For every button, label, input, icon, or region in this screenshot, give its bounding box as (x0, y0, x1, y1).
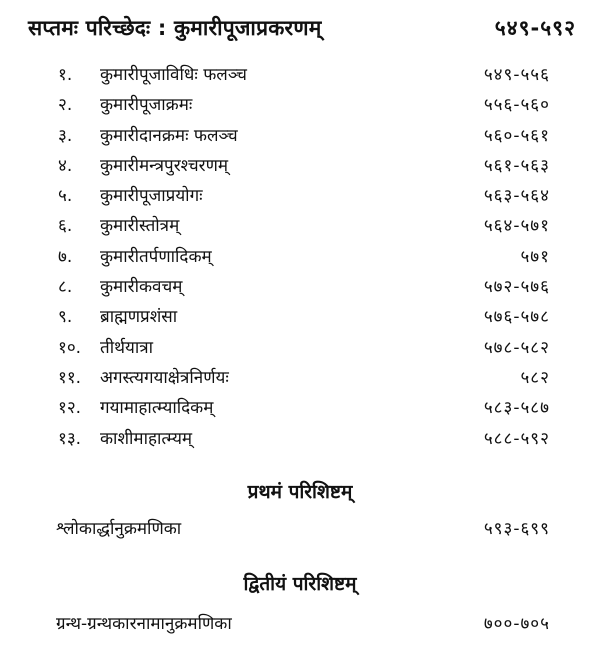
appendix2-pages: ७००-७०५ (483, 614, 550, 634)
toc-entry-title: तीर्थयात्रा (100, 337, 154, 358)
toc-entry-number: ४. (58, 155, 73, 176)
toc-entry-title: गयामाहात्म्यादिकम् (100, 398, 214, 419)
toc-entry-number: २. (58, 95, 73, 116)
toc-entry (0, 123, 600, 153)
appendix1-pages: ५९३-६९९ (483, 519, 550, 539)
toc-entry-pages: ५७१ (520, 246, 550, 267)
chapter-title: सप्तमः परिच्छेदः : कुमारीपूजाप्रकरणम् (28, 16, 322, 40)
toc-entry-number: ९. (58, 307, 73, 328)
appendix2-heading: द्वितीयं परिशिष्टम् (243, 573, 357, 595)
toc-entry-number: १२. (58, 398, 82, 419)
toc-entry-pages: ५७८-५८२ (483, 337, 550, 358)
toc-entry-number: ६. (58, 216, 73, 237)
toc-entry (0, 244, 600, 274)
toc-list (0, 62, 600, 456)
toc-entry-title: कुमारीदानक्रमः फलञ्च (100, 125, 238, 146)
toc-entry-pages: ५८२ (520, 367, 550, 388)
toc-entry-title: कुमारीकवचम् (100, 277, 183, 298)
toc-entry (0, 335, 600, 365)
toc-entry-number: १. (58, 65, 73, 85)
toc-entry-pages: ५६०-५६१ (483, 125, 550, 146)
toc-entry-pages: ५८८-५९२ (483, 428, 550, 449)
toc-entry (0, 62, 600, 92)
toc-entry-number: ११. (58, 367, 82, 388)
toc-entry-pages: ५८३-५८७ (483, 398, 550, 419)
toc-entry-number: ३. (58, 125, 73, 146)
toc-entry-title: कुमारीमन्त्रपुरश्चरणम् (100, 155, 229, 176)
toc-entry-pages: ५६३-५६४ (483, 186, 550, 207)
appendix1-heading: प्रथमं परिशिष्टम् (247, 481, 353, 503)
toc-entry (0, 426, 600, 456)
toc-entry-pages: ५६१-५६३ (483, 155, 550, 176)
toc-entry-number: १०. (58, 337, 82, 358)
toc-entry-title: कुमारीस्तोत्रम् (100, 216, 180, 237)
toc-entry (0, 395, 600, 425)
toc-entry-number: १३. (58, 428, 82, 449)
toc-entry-pages: ५७२-५७६ (483, 277, 550, 298)
chapter-pages: ५४९-५९२ (494, 16, 576, 40)
toc-entry-title: कुमारीपूजाक्रमः (100, 95, 193, 116)
chapter-heading (28, 14, 576, 48)
toc-entry (0, 153, 600, 183)
toc-entry-title: कुमारीपूजाविधिः फलञ्च (100, 65, 247, 85)
toc-entry-pages: ५७६-५७८ (483, 307, 550, 328)
toc-entry (0, 183, 600, 213)
appendix2-entry (0, 611, 600, 639)
toc-entry (0, 304, 600, 334)
toc-entry-number: ७. (58, 246, 73, 267)
appendix1-title: श्लोकार्द्धानुक्रमणिका (56, 519, 182, 539)
toc-entry-title: कुमारीतर्पणादिकम् (100, 246, 212, 267)
toc-entry-title: ब्राह्मणप्रशंसा (100, 307, 178, 328)
toc-entry-pages: ५६४-५७१ (483, 216, 550, 237)
toc-entry-title: अगस्त्यगयाक्षेत्रनिर्णयः (100, 367, 229, 388)
toc-entry-number: ८. (58, 277, 73, 298)
toc-entry (0, 274, 600, 304)
toc-entry (0, 213, 600, 243)
toc-entry-pages: ५४९-५५६ (483, 65, 550, 85)
toc-entry (0, 92, 600, 122)
toc-entry-number: ५. (58, 186, 73, 207)
appendix2-title: ग्रन्थ-ग्रन्थकारनामानुक्रमणिका (56, 614, 232, 634)
toc-entry-pages: ५५६-५६० (483, 95, 550, 116)
toc-entry (0, 365, 600, 395)
toc-entry-title: काशीमाहात्म्यम् (100, 428, 193, 449)
appendix1-entry (0, 516, 600, 544)
toc-entry-title: कुमारीपूजाप्रयोगः (100, 186, 203, 207)
